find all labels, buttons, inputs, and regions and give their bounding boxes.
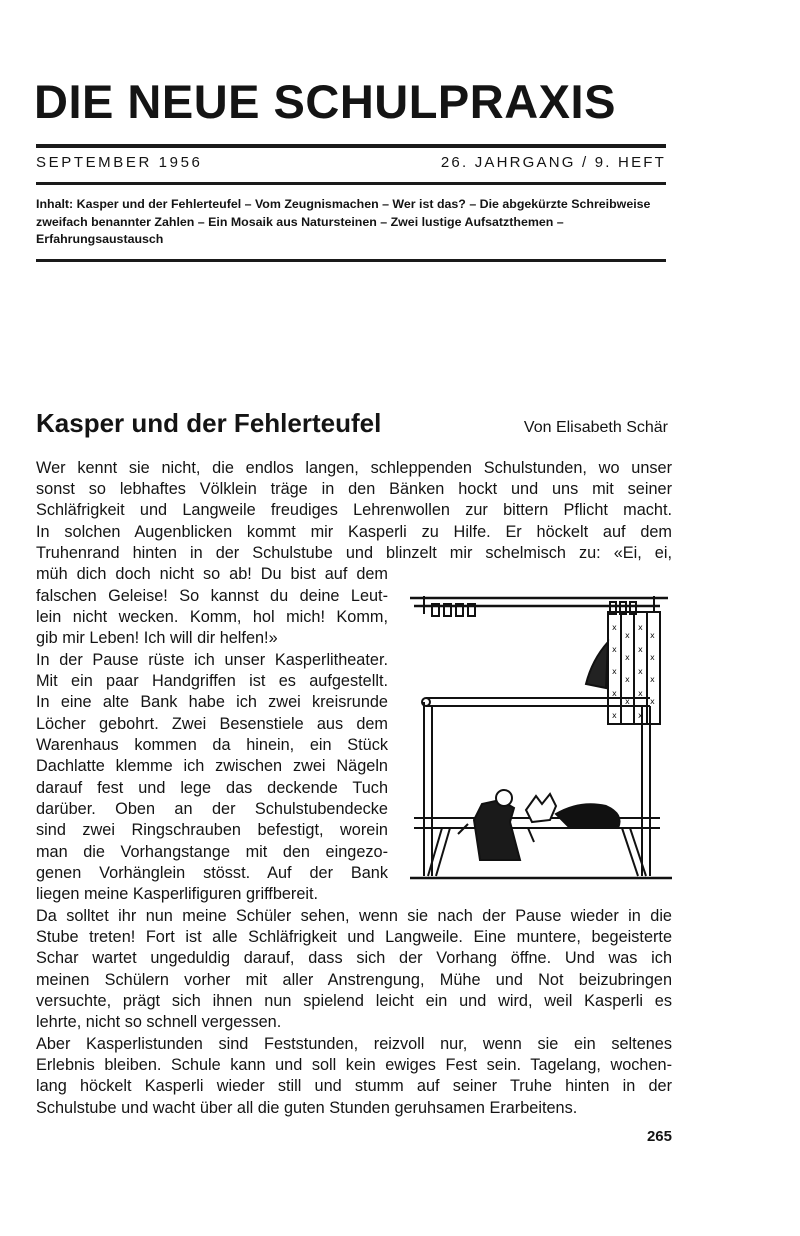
text-line: Wer kennt sie nicht, die endlos langen, schleppenden Schulstunden, wo unser	[36, 459, 672, 477]
text-line: sonst so lebhaftes Völklein träge in den Bänken hockt und uns mit seiner	[36, 480, 672, 498]
text-line: falschen Geleise! So kannst du deine Leut-	[36, 587, 388, 605]
svg-text:x: x	[612, 711, 617, 720]
text-line: darüber. Oben an der Schulstubendecke	[36, 800, 388, 818]
svg-text:x: x	[638, 689, 643, 698]
svg-text:x: x	[612, 623, 617, 632]
contents-text: Kasper und der Fehlerteufel – Vom Zeugnismachen – Wer ist das? – Die abgekürzte Schreibweise zweifach benannter Zahlen – Ein Mosaik aus Natursteinen – Zwei lustige Aufsatzthemen – Erfahrungsaustausch	[36, 197, 651, 246]
article-title: Kasper und der Fehlerteufel	[36, 408, 382, 438]
svg-text:x: x	[650, 675, 655, 684]
text-line: In der Pause rüste ich unser Kasperlitheater.	[36, 651, 388, 669]
text-line: müh dich doch nicht so ab! Du bist auf dem	[36, 565, 388, 583]
text-line: meinen Schülern vorher mit aller Anstrengung, Mühe und Not beizubringen	[36, 971, 672, 989]
text-line: Stube treten! Fort ist alle Schläfrigkeit und Langweile. Eine muntere, begeisterte	[36, 928, 672, 946]
table-of-contents	[36, 196, 668, 249]
text-line: Warenhaus kommen da hinein, ein Stück	[36, 736, 388, 754]
text-line: Schar wartet ungeduldig darauf, dass sich der Vorhang öffne. Und was ich	[36, 949, 672, 967]
text-line: man die Vorhangstange mit den eingezo-	[36, 843, 388, 861]
puppet-theatre-illustration	[410, 592, 672, 886]
text-line: Schläfrigkeit und Langweile freudiges Lehrenwollen zur bittern Pflicht macht.	[36, 501, 672, 519]
svg-text:x: x	[612, 689, 617, 698]
page-number: 265	[646, 1128, 672, 1145]
svg-text:x: x	[638, 645, 643, 654]
svg-text:x: x	[625, 675, 630, 684]
top-rule	[36, 144, 666, 148]
text-line: In solchen Augenblicken kommt mir Kasperli zu Hilfe. Er höckelt auf dem	[36, 523, 672, 541]
issue-date: SEPTEMBER 1956	[36, 154, 203, 171]
svg-text:x: x	[638, 623, 643, 632]
middle-rule	[36, 182, 666, 185]
text-line: lang höckelt Kasperli wieder still und stumm auf seiner Truhe hinten in der	[36, 1077, 672, 1095]
text-line: Erlebnis bleiben. Schule kann und soll kein ewiges Fest sein. Tagelang, wochen-	[36, 1056, 672, 1074]
text-line: In eine alte Bank habe ich zwei kreisrunde	[36, 693, 388, 711]
text-line: lein nicht wecken. Komm, hol mich! Komm,	[36, 608, 388, 626]
text-line: genen Vorhänglein stösst. Auf der Bank	[36, 864, 388, 882]
svg-text:x: x	[638, 711, 643, 720]
text-line: Schulstube und wacht über all die guten Stunden geruhsamen Erarbeitens.	[36, 1099, 578, 1117]
svg-text:x: x	[612, 667, 617, 676]
contents-label: Inhalt:	[36, 197, 74, 211]
text-line: Aber Kasperlistunden sind Feststunden, reizvoll nur, wenn sie ein seltenes	[36, 1035, 672, 1053]
text-line: liegen meine Kasperlifiguren griffbereit.	[36, 885, 319, 903]
svg-text:x: x	[650, 653, 655, 662]
svg-text:x: x	[625, 697, 630, 706]
text-line: darauf fest und lege das deckende Tuch	[36, 779, 388, 797]
svg-text:x: x	[638, 667, 643, 676]
text-line: Dachlatte klemme ich zwischen zwei Nägeln	[36, 757, 388, 775]
text-line: Mit ein paar Handgriffen ist es aufgestellt.	[36, 672, 388, 690]
svg-text:x: x	[625, 631, 630, 640]
svg-text:x: x	[650, 631, 655, 640]
svg-text:x: x	[625, 653, 630, 662]
svg-text:x: x	[612, 645, 617, 654]
text-line: versuchte, prägt sich ihnen nun spielend leicht ein und wird, weil Kasperli es	[36, 992, 672, 1010]
text-line: Löcher gebohrt. Zwei Besenstiele aus dem	[36, 715, 388, 733]
issue-volume: 26. JAHRGANG / 9. HEFT	[440, 154, 666, 171]
text-line: sind zwei Ringschrauben befestigt, worein	[36, 821, 388, 839]
svg-text:x: x	[650, 697, 655, 706]
text-line: lehrte, nicht so schnell vergessen.	[36, 1013, 282, 1031]
text-line: gib mir Leben! Ich will dir helfen!»	[36, 629, 278, 647]
text-line: Truhenrand hinten in der Schulstube und blinzelt mir schelmisch zu: «Ei, ei,	[36, 544, 672, 562]
text-line: Da solltet ihr nun meine Schüler sehen, wenn sie nach der Pause wieder in die	[36, 907, 672, 925]
article-author: Von Elisabeth Schär	[523, 419, 668, 436]
journal-title: DIE NEUE SCHULPRAXIS	[34, 75, 616, 128]
bottom-rule	[36, 259, 666, 262]
